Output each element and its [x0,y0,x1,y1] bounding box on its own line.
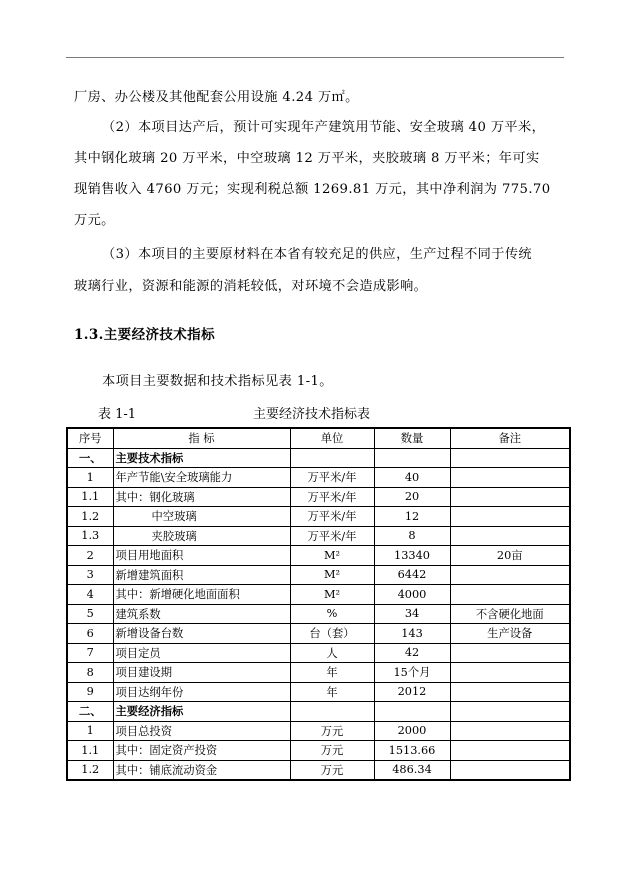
cell-remark: 生产设备 [450,624,570,644]
paragraph-line: 玻璃行业，资源和能源的消耗较低，对环境不会造成影响。 [74,279,428,294]
col-header-indicator: 指 标 [113,428,290,448]
cell-indicator: 建筑系数 [113,604,290,624]
table-row [67,448,570,468]
cell-unit: 万平米/年 [290,526,374,546]
table-row [67,702,570,722]
cell-quantity [374,702,450,722]
table-row [67,585,570,605]
cell-unit: 年 [290,682,374,702]
cell-remark [450,702,570,722]
cell-unit: 万平米/年 [290,487,374,507]
cell-remark [450,682,570,702]
cell-seq: 6 [67,624,113,644]
cell-seq: 1.2 [67,507,113,527]
cell-indicator: 项目建设期 [113,663,290,683]
cell-seq: 2 [67,546,113,566]
cell-quantity: 6442 [374,565,450,585]
cell-quantity: 12 [374,507,450,527]
cell-quantity: 4000 [374,585,450,605]
table-row [67,487,570,507]
cell-seq: 1.1 [67,487,113,507]
cell-unit: M² [290,585,374,605]
cell-indicator: 项目定员 [113,643,290,663]
cell-quantity: 15个月 [374,663,450,683]
table-row [67,604,570,624]
cell-seq: 7 [67,643,113,663]
cell-remark [450,487,570,507]
col-header-unit: 单位 [290,428,374,448]
cell-seq: 一、 [67,448,113,468]
table-row [67,624,570,644]
cell-quantity: 143 [374,624,450,644]
cell-remark [450,585,570,605]
cell-remark [450,526,570,546]
col-header-quantity: 数量 [374,428,450,448]
paragraph-line: 其中钢化玻璃 20 万平米，中空玻璃 12 万平米，夹胶玻璃 8 万平米；年可实 [74,151,540,166]
cell-remark [450,448,570,468]
col-header-remark: 备注 [450,428,570,448]
table-row [67,643,570,663]
cell-seq: 1 [67,721,113,741]
cell-indicator: 项目达纲年份 [113,682,290,702]
cell-quantity: 34 [374,604,450,624]
cell-indicator: 其中：固定资产投资 [113,741,290,761]
cell-unit: 万平米/年 [290,468,374,488]
cell-quantity: 2012 [374,682,450,702]
cell-seq: 1.2 [67,760,113,780]
paragraph-line: （3）本项目的主要原材料在本省有较充足的供应，生产过程不同于传统 [102,247,532,262]
col-header-seq: 序号 [67,428,113,448]
cell-remark [450,663,570,683]
paragraph-line: 厂房、办公楼及其他配套公用设施 4.24 万㎡。 [74,90,359,105]
cell-quantity [374,448,450,468]
paragraph-line: 万元。 [74,213,115,228]
cell-unit: 人 [290,643,374,663]
table-title: 主要经济技术指标表 [253,407,371,422]
paragraph-line: 现销售收入 4760 万元；实现利税总额 1269.81 万元，其中净利润为 775.70 [74,182,551,197]
cell-quantity: 8 [374,526,450,546]
cell-quantity: 42 [374,643,450,663]
cell-indicator: 中空玻璃 [113,507,290,527]
cell-unit: 年 [290,663,374,683]
table-header-row [67,428,570,448]
cell-seq: 8 [67,663,113,683]
cell-indicator: 新增建筑面积 [113,565,290,585]
cell-unit [290,448,374,468]
table-row [67,721,570,741]
indicators-table [66,427,571,781]
cell-indicator: 其中：钢化玻璃 [113,487,290,507]
cell-quantity: 2000 [374,721,450,741]
cell-remark [450,643,570,663]
table-row [67,507,570,527]
cell-seq: 9 [67,682,113,702]
cell-seq: 4 [67,585,113,605]
cell-quantity: 1513.66 [374,741,450,761]
cell-remark [450,721,570,741]
cell-indicator: 其中：铺底流动资金 [113,760,290,780]
cell-indicator: 项目用地面积 [113,546,290,566]
cell-indicator: 主要经济指标 [113,702,290,722]
cell-unit: 万元 [290,760,374,780]
table-row [67,526,570,546]
cell-remark [450,760,570,780]
cell-seq: 3 [67,565,113,585]
header-rule [66,57,564,58]
cell-remark [450,507,570,527]
cell-unit: 万元 [290,721,374,741]
table-row [67,682,570,702]
cell-seq: 1.1 [67,741,113,761]
cell-indicator: 项目总投资 [113,721,290,741]
table-row [67,468,570,488]
section-intro: 本项目主要数据和技术指标见表 1-1。 [102,374,333,389]
cell-remark [450,741,570,761]
cell-indicator: 夹胶玻璃 [113,526,290,546]
table-row [67,546,570,566]
cell-quantity: 40 [374,468,450,488]
cell-indicator: 主要技术指标 [113,448,290,468]
cell-unit: 万元 [290,741,374,761]
cell-remark: 20亩 [450,546,570,566]
table-row [67,760,570,780]
cell-seq: 二、 [67,702,113,722]
cell-indicator: 年产节能\安全玻璃能力 [113,468,290,488]
cell-quantity: 486.34 [374,760,450,780]
cell-indicator: 新增设备台数 [113,624,290,644]
section-heading: 1.3.主要经济技术指标 [74,327,215,343]
table-row [67,565,570,585]
table-label: 表 1-1 [98,407,137,422]
cell-quantity: 20 [374,487,450,507]
cell-unit [290,702,374,722]
cell-unit: 万平米/年 [290,507,374,527]
cell-remark [450,565,570,585]
cell-seq: 1.3 [67,526,113,546]
cell-seq: 1 [67,468,113,488]
cell-unit: M² [290,565,374,585]
cell-remark: 不含硬化地面 [450,604,570,624]
cell-seq: 5 [67,604,113,624]
paragraph-line: （2）本项目达产后，预计可实现年产建筑用节能、安全玻璃 40 万平米， [102,120,546,135]
cell-quantity: 13340 [374,546,450,566]
cell-unit: 台（套） [290,624,374,644]
cell-unit: M² [290,546,374,566]
cell-indicator: 其中：新增硬化地面面积 [113,585,290,605]
table-row [67,741,570,761]
cell-unit: % [290,604,374,624]
cell-remark [450,468,570,488]
table-row [67,663,570,683]
